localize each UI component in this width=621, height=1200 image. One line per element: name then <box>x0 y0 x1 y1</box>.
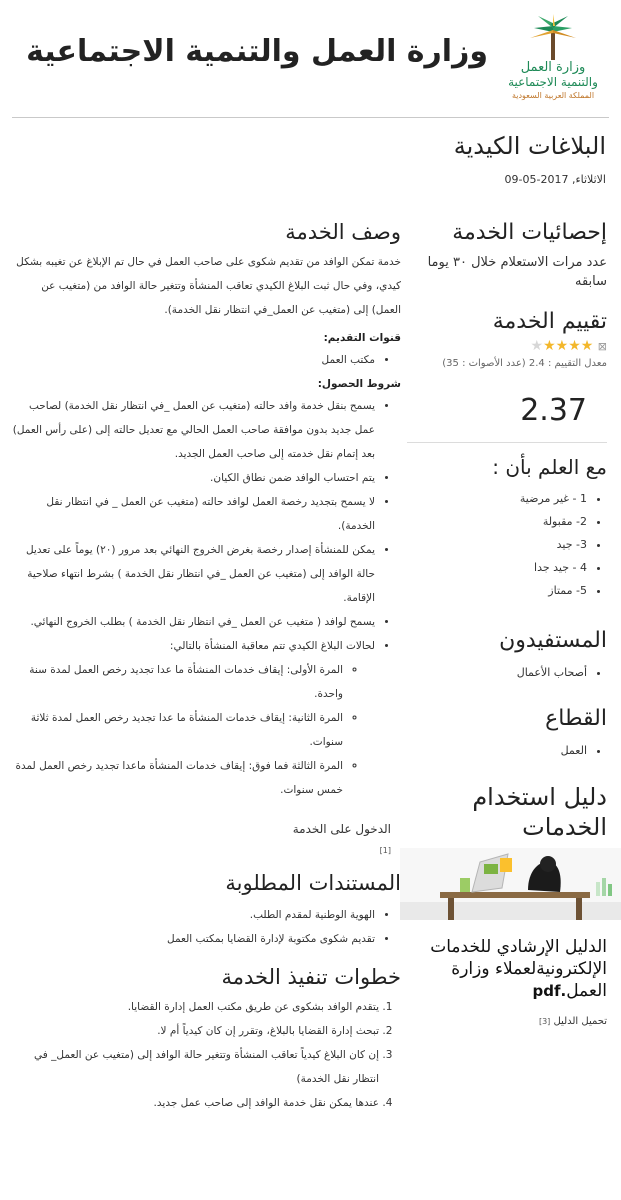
star-filled-icon[interactable]: ★ <box>580 338 594 354</box>
channels-list <box>11 348 401 372</box>
conditions-heading: شروط الحصول: <box>317 378 401 390</box>
know-list <box>411 487 607 602</box>
star-filled-icon[interactable]: ★ <box>543 338 556 354</box>
know-item: • 5- ممتاز <box>411 579 587 602</box>
star-filled-icon[interactable]: ★ <box>568 338 581 354</box>
docs-list <box>11 903 401 951</box>
step-item: 4. عندها يمكن نقل خدمة الوافد إلى صاحب عمل جديد. <box>11 1091 379 1115</box>
ministry-logo[interactable] <box>497 14 609 116</box>
condition-item: • يتم احتساب الوافد ضمن نطاق الكيان. <box>11 466 375 490</box>
beneficiary-item: • أصحاب الأعمال <box>411 661 587 684</box>
main-content <box>11 220 401 1131</box>
steps-list <box>11 995 401 1115</box>
step-item: 3. إن كان البلاغ كيدياً تعاقب المنشأة وتتغير حالة الوافد إلى (متغيب عن العمل_ في انتظار نقل الخدمة) <box>11 1043 379 1091</box>
desc-heading: وصف الخدمة <box>285 220 401 244</box>
desc-text: خدمة تمكن الوافد من تقديم شكوى على صاحب العمل في حال تم الإبلاغ عن تغيبه بشكل كيدي، وفي حال ثبت البلاغ الكيدي تعاقب المنشأة وتتغير حالة الوافد من (متغيب عن العمل) إلى (متغيب عن العمل_في انتظار نقل الخدمة). <box>16 256 401 316</box>
header-divider <box>12 117 609 118</box>
star-empty-icon[interactable]: ★ <box>530 338 544 354</box>
download-guide-link[interactable] <box>411 1016 607 1027</box>
guide-heading: دليل استخدام الخدمات <box>472 783 607 841</box>
beneficiaries-heading: المستفيدون <box>499 628 607 653</box>
login-ref[interactable]: [1] <box>379 846 391 855</box>
doc-item: • الهوية الوطنية لمقدم الطلب. <box>11 903 375 927</box>
condition-item: • يمكن للمنشأة إصدار رخصة بغرض الخروج النهائي بعد مرور (٢٠) يوماً على تعديل حالة الوافد إلى (متغيب عن العمل _في انتظار نقل الخدمة ) بشرط انتهاء صلاحية الإقامة. <box>11 538 375 610</box>
steps-heading: خطوات تنفيذ الخدمة <box>221 965 401 989</box>
guide-illustration[interactable] <box>400 848 621 920</box>
logo-line-3: المملكة العربية السعودية <box>511 91 595 100</box>
penalties-list <box>11 658 375 802</box>
stats-heading: إحصائيات الخدمة <box>452 220 607 245</box>
star-filled-icon[interactable]: ★ <box>555 338 569 354</box>
palm-tree-icon <box>528 14 578 60</box>
channels-heading: قنوات التقديم: <box>323 332 401 344</box>
know-item: • 4 - جيد جدا <box>411 556 587 579</box>
conditions-list <box>11 394 401 802</box>
download-ref: [3] <box>538 1017 551 1026</box>
doc-item: • تقديم شكوى مكتوبة لإدارة القضايا بمكتب العمل <box>11 927 375 951</box>
know-item: • 3- جيد <box>411 533 587 556</box>
beneficiaries-list <box>411 661 607 684</box>
guide-title-text: الدليل الإرشادي للخدمات الإلكترونيةلعملاء وزارة العمل <box>430 937 607 1001</box>
stats-text: عدد مرات الاستعلام خلال ٣٠ يوما سابقه <box>427 255 607 289</box>
sidebar <box>411 220 607 1027</box>
guide-ext: .pdf <box>532 982 567 1000</box>
rating-stars <box>411 338 607 354</box>
penalty-item: ◦ المرة الأولى: إيقاف خدمات المنشأة ما عدا تجديد رخص العمل لمدة سنة واحدة. <box>11 658 343 706</box>
site-header <box>0 0 621 118</box>
condition-item: • يسمح بنقل خدمة وافد حالته (متغيب عن العمل _في انتظار نقل الخدمة) لصاحب عمل جديد بدون موافقة صاحب العمل الحالي مع تعديل حالته إلى (على رأس العمل) بعد إتمام نقل خدمته إلى صاحب العمل الجديد. <box>11 394 375 466</box>
rating-meta: معدل التقييم : 2.4 (عدد الأصوات : 35) <box>442 358 607 369</box>
step-item: 1. يتقدم الوافد بشكوى عن طريق مكتب العمل إدارة القضايا. <box>11 995 379 1019</box>
logo-line-2: والتنمية الاجتماعية <box>508 75 598 89</box>
penalty-item: ◦ المرة الثالثة فما فوق: إيقاف خدمات المنشأة ماعدا تجديد رخص العمل لمدة خمس سنوات. <box>11 754 343 802</box>
page-title: البلاغات الكيدية <box>453 132 606 160</box>
step-item: 2. تبحث إدارة القضايا بالبلاغ، وتقرر إن كان كيدياً أم لا. <box>11 1019 379 1043</box>
service-login-link[interactable]: الدخول على الخدمة <box>292 822 391 836</box>
condition-item <box>11 634 375 802</box>
logo-line-1: وزارة العمل <box>520 60 586 75</box>
know-item: • 1 - غير مرضية <box>411 487 587 510</box>
site-title[interactable]: وزارة العمل والتنمية الاجتماعية <box>26 34 488 69</box>
score-value: 2.37 <box>520 393 587 428</box>
sector-heading: القطاع <box>545 706 607 731</box>
docs-heading: المستندات المطلوبة <box>225 871 401 895</box>
cancel-rating-icon[interactable]: ⊠ <box>597 340 607 353</box>
guide-title[interactable] <box>407 936 607 1002</box>
condition-item: • يسمح لوافد ( متغيب عن العمل _في انتظار نقل الخدمة ) بطلب الخروج النهائي. <box>11 610 375 634</box>
know-heading: مع العلم بأن : <box>492 455 607 479</box>
penalty-item: ◦ المرة الثانية: إيقاف خدمات المنشأة ما عدا تجديد رخص العمل لمدة ثلاثة سنوات. <box>11 706 343 754</box>
condition-item: • لا يسمح بتجديد رخصة العمل لوافد حالته (متغيب عن العمل _ في انتظار نقل الخدمة). <box>11 490 375 538</box>
rating-heading: تقييم الخدمة <box>492 309 607 334</box>
condition-item-text: لحالات البلاغ الكيدي تتم معاقبة المنشأة بالتالي: <box>169 640 375 652</box>
know-item: • 2- مقبولة <box>411 510 587 533</box>
sector-list <box>411 739 607 762</box>
download-label: تحميل الدليل <box>553 1016 607 1027</box>
publish-date: الاثلاثاء, 2017-05-09 <box>504 173 606 186</box>
channel-item: • مكتب العمل <box>11 348 375 372</box>
sidebar-divider <box>407 442 607 443</box>
sector-item: • العمل <box>411 739 587 762</box>
